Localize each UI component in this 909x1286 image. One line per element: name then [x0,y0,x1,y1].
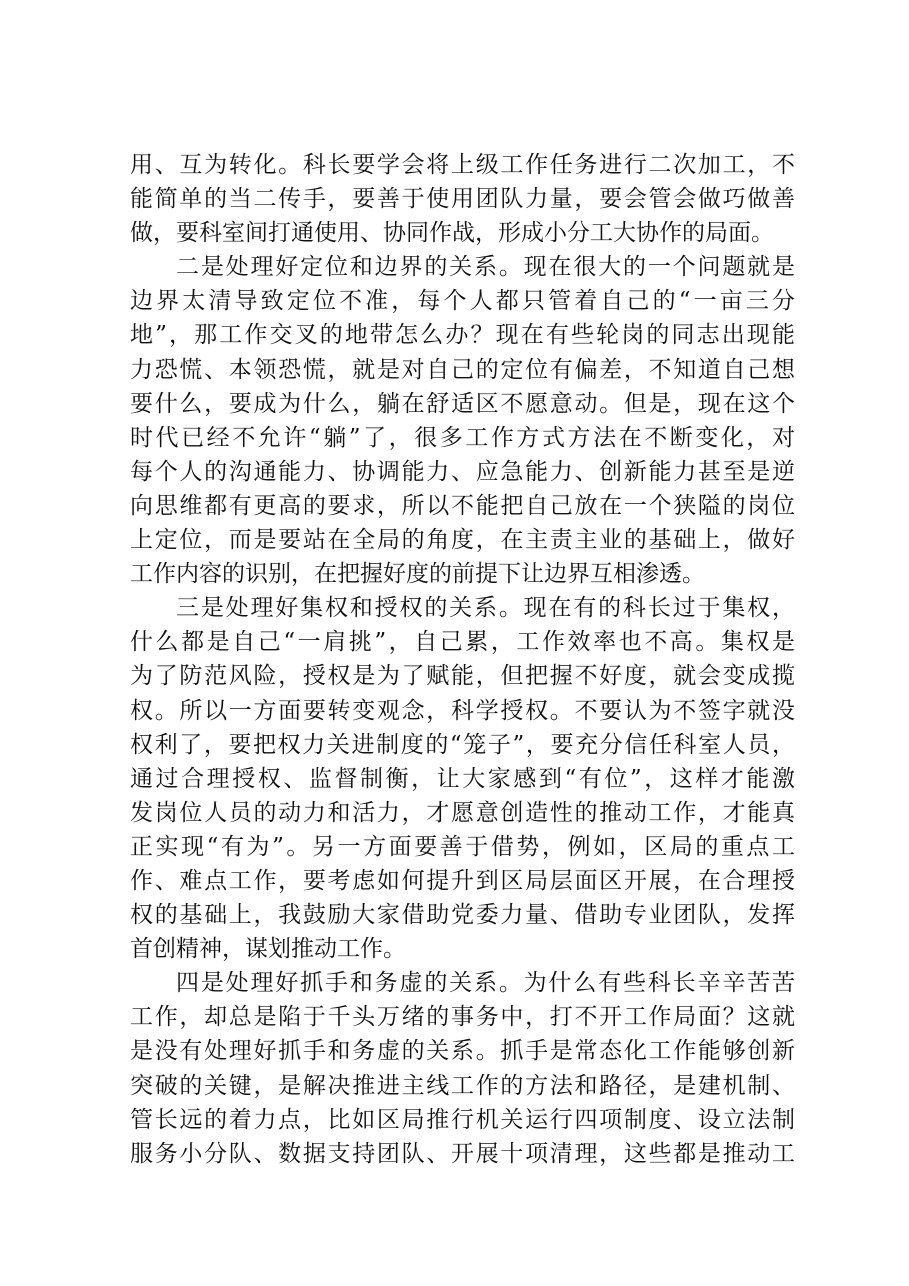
text-line: 权的基础上，我鼓励大家借助党委力量、借助专业团队，发挥 [130,902,795,929]
text-line: 边界太清导致定位不准，每个人都只管着自己的“一亩三分 [130,288,795,315]
text-line: 二是处理好定位和边界的关系。现在很大的一个问题就是 [176,254,795,281]
text-line: 上定位，而是要站在全局的角度，在主责主业的基础上，做好 [130,527,795,554]
text-line: 工作内容的识别，在把握好度的前提下让边界互相渗透。 [130,561,705,588]
text-line: 权利了，要把权力关进制度的“笼子”，要充分信任科室人员， [130,731,795,758]
text-line: 突破的关键，是解决推进主线工作的方法和路径，是建机制、 [130,1072,795,1099]
document-body [130,148,795,1171]
text-line: 要什么，要成为什么，躺在舒适区不愿意动。但是，现在这个 [130,390,795,417]
text-line: 通过合理授权、监督制衡，让大家感到“有位”，这样才能激 [130,765,795,792]
text-line: 能简单的当二传手，要善于使用团队力量，要会管会做巧做善 [130,186,795,213]
text-line: 向思维都有更高的要求，所以不能把自己放在一个狭隘的岗位 [130,492,795,519]
text-line: 作、难点工作，要考虑如何提升到区局层面区开展，在合理授 [130,867,795,894]
text-line: 什么都是自己“一肩挑”，自己累，工作效率也不高。集权是 [130,629,795,656]
text-line: 正实现“有为”。另一方面要善于借势，例如，区局的重点工 [130,833,795,860]
text-line: 服务小分队、数据支持团队、开展十项清理，这些都是推动工 [130,1140,795,1167]
text-line: 管长远的着力点，比如区局推行机关运行四项制度、设立法制 [130,1106,795,1133]
text-line: 发岗位人员的动力和活力，才愿意创造性的推动工作，才能真 [130,799,795,826]
text-line: 时代已经不允许“躺”了，很多工作方式方法在不断变化，对 [130,424,795,451]
text-line: 四是处理好抓手和务虚的关系。为什么有些科长辛辛苦苦 [176,970,795,997]
text-line: 做，要科室间打通使用、协同作战，形成小分工大协作的局面。 [130,220,774,247]
text-line: 为了防范风险，授权是为了赋能，但把握不好度，就会变成揽 [130,663,795,690]
text-line: 首创精神，谋划推动工作。 [130,936,406,963]
text-line: 是没有处理好抓手和务虚的关系。抓手是常态化工作能够创新 [130,1038,795,1065]
text-line: 用、互为转化。科长要学会将上级工作任务进行二次加工，不 [130,152,795,178]
text-line: 地”，那工作交叉的地带怎么办？现在有些轮岗的同志出现能 [130,322,795,349]
text-line: 工作，却总是陷于千头万绪的事务中，打不开工作局面？这就 [130,1004,795,1031]
text-line: 三是处理好集权和授权的关系。现在有的科长过于集权， [176,595,795,622]
text-line: 每个人的沟通能力、协调能力、应急能力、创新能力甚至是逆 [130,458,795,485]
text-line: 权。所以一方面要转变观念，科学授权。不要认为不签字就没 [130,697,795,724]
text-line: 力恐慌、本领恐慌，就是对自己的定位有偏差，不知道自己想 [130,356,795,383]
